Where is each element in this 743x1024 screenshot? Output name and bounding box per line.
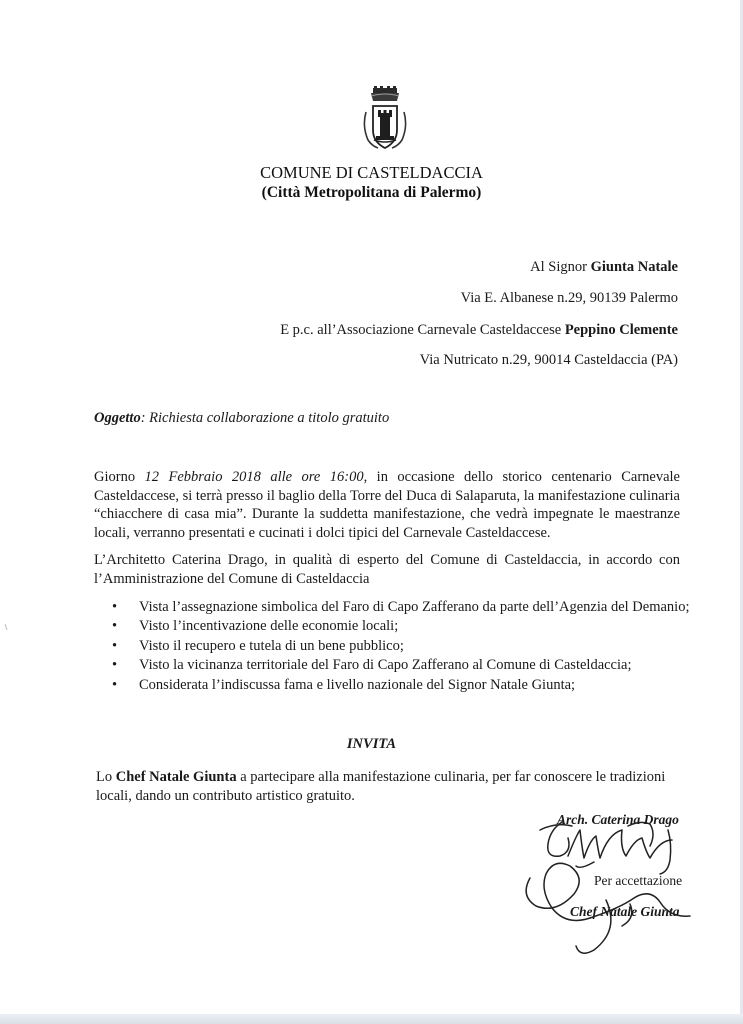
cc-address: Via Nutricato n.29, 90014 Casteldaccia (PA) — [419, 352, 678, 368]
subject-line — [94, 410, 389, 427]
municipality-name: COMUNE DI CASTELDACCIA — [260, 163, 483, 182]
recipient-name: Giunta Natale — [590, 259, 678, 275]
subject-label: Oggetto — [94, 410, 141, 426]
cc-name: Peppino Clemente — [564, 322, 678, 338]
margin-mark — [4, 624, 8, 630]
event-datetime: 12 Febbraio 2018 alle ore 16:00 — [144, 469, 364, 485]
list-item-text: Visto l’incentivazione delle economie locali; — [139, 618, 399, 635]
province-name: (Città Metropolitana di Palermo) — [261, 184, 482, 201]
recipient-prefix: Al Signor — [530, 259, 591, 275]
scan-edge-bottom — [0, 1014, 743, 1024]
bullet-icon: • — [112, 618, 118, 635]
chef-name: Chef Natale Giunta — [115, 769, 237, 785]
paragraph-event-rest: , in occasione dello storico centenario Carnevale Casteldaccese, si terrà presso il baglio della Torre del Duca di Salaparuta, la manifestazione culinaria “chiacchere di casa mia”. Durante la suddetta manifestazione, che vedrà impegnate le maestranze locali, verranno presentati e cucinati i dolci tipici del Carnevale Casteldaccese. — [94, 469, 680, 541]
list-item-text: Vista l’assegnazione simbolica del Faro di Capo Zafferano da parte dell’Agenzia del Demanio; — [139, 599, 690, 615]
list-item-text: Considerata l’indiscussa fama e livello nazionale del Signor Natale Giunta; — [139, 676, 576, 693]
list-item-text: Visto il recupero e tutela di un bene pubblico; — [139, 637, 404, 654]
bullet-icon: • — [112, 637, 118, 654]
cc-line — [280, 322, 678, 339]
recipient-line — [530, 259, 678, 276]
paragraph-event-start: Giorno — [94, 469, 145, 485]
invitation-start: Lo — [96, 769, 116, 785]
acceptance-label: Per accettazione — [594, 873, 683, 888]
bullet-icon: • — [112, 676, 118, 693]
recipient-address: Via E. Albanese n.29, 90139 Palermo — [460, 290, 678, 306]
list-item — [112, 657, 689, 676]
list-item-text: Visto la vicinanza territoriale del Faro di Capo Zafferano al Comune di Casteldaccia; — [139, 657, 632, 674]
cc-prefix: E p.c. all’Associazione Carnevale Casteldaccese — [280, 322, 565, 338]
coat-of-arms-icon — [360, 86, 410, 156]
handwritten-signature — [510, 800, 720, 960]
considerations-list — [112, 599, 689, 696]
bullet-icon: • — [112, 657, 118, 674]
signer-name: Arch. Caterina Drago — [557, 812, 679, 827]
list-item — [112, 638, 689, 657]
paragraph-event — [94, 468, 680, 542]
chef-signature-name: Chef Natale Giunta — [570, 904, 680, 919]
invita-heading: INVITA — [346, 736, 397, 752]
bullet-icon: • — [112, 599, 118, 615]
list-item — [112, 618, 689, 637]
list-item — [112, 599, 689, 618]
list-item — [112, 677, 689, 696]
paragraph-architect: L’Architetto Caterina Drago, in qualità di esperto del Comune di Casteldaccia, in accordo con l’Amministrazione del Comune di Casteldaccia — [94, 552, 680, 587]
invitation-rest: a partecipare alla manifestazione culinaria, per far conoscere le tradizioni locali, dando un contributo artistico gratuito. — [96, 769, 666, 804]
subject-text: : Richiesta collaborazione a titolo gratuito — [140, 410, 390, 426]
